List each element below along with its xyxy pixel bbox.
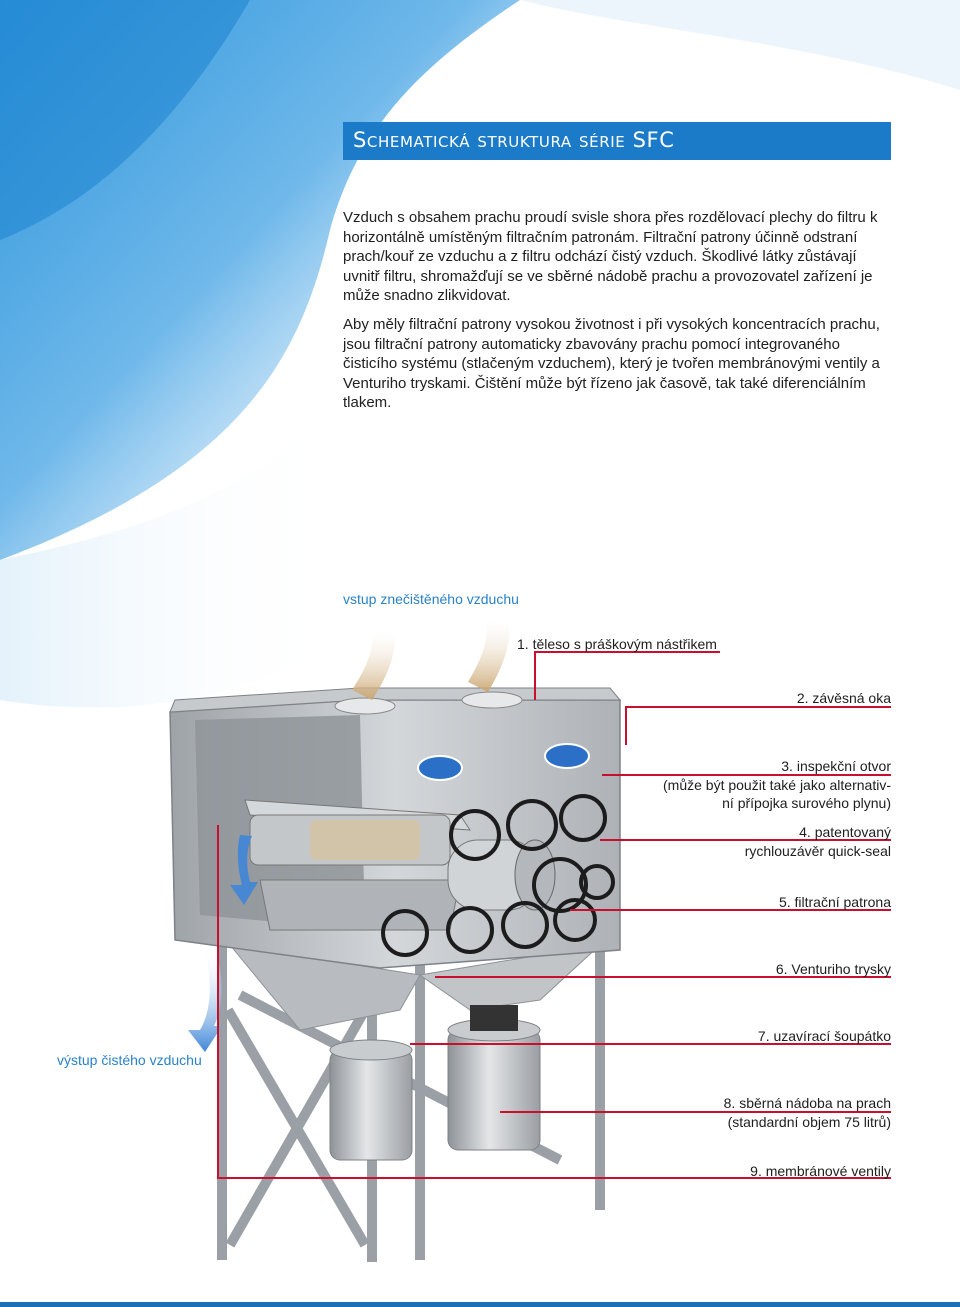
part-9-label: 9. membránové ventily [750, 1163, 891, 1179]
part-3-note-1: (může být použit také jako alternativ- [663, 777, 891, 793]
section-title-bar [343, 122, 891, 160]
part-7-label: 7. uzavírací šoupátko [757, 1028, 891, 1044]
part-4-note-1: rychlouzávěr quick-seal [744, 843, 891, 859]
part-5-label: 5. filtrační patrona [778, 894, 891, 910]
outlet-label: výstup čistého vzduchu [57, 1052, 202, 1068]
part-4-label: 4. patentovaný [799, 824, 891, 840]
cleaning-paragraph: Aby měly filtrační patrony vysokou životnost i při vysokých koncentracích prachu, jsou filtrační patrony automaticky zbavovány prachu pomocí integrovaného čisticího systému (stlačeným vzduchem), který je tvořen membránovými ventily a Venturiho tryskami. Čištění může být řízeno jak časově, tak také diferenciálním tlakem. [343, 316, 880, 411]
part-8-note-1: (standardní objem 75 litrů) [727, 1114, 891, 1130]
bottom-rule [0, 1302, 960, 1307]
part-6-label: 6. Venturiho trysky [775, 961, 891, 977]
filter-unit-illustration [0, 560, 960, 1307]
part-3-label: 3. inspekční otvor [781, 758, 891, 774]
part-8-label: 8. sběrná nádoba na prach [723, 1095, 891, 1111]
intro-paragraph: Vzduch s obsahem prachu proudí svisle shora přes rozdělovací plechy do filtru k horizontálně umístěným filtračním patronám. Filtrační patrony účinně odstraní prach/kouř ze vzduchu a z filtru odchází čistý vzduch. Škodlivé látky zůstávají uvnitř filtru, shromažďují se ve sběrné nádobě prachu a provozovatel zařízení je může snadno zlikvidovat. [343, 209, 878, 304]
section-title: Schematická struktura série SFC [353, 128, 675, 152]
part-3-note-2: ní přípojka surového plynu) [722, 795, 891, 811]
inlet-label: vstup znečištěného vzduchu [343, 591, 519, 607]
part-2-label: 2. závěsná oka [796, 690, 891, 706]
part-1-label: 1. těleso s práškovým nástřikem [517, 636, 717, 652]
